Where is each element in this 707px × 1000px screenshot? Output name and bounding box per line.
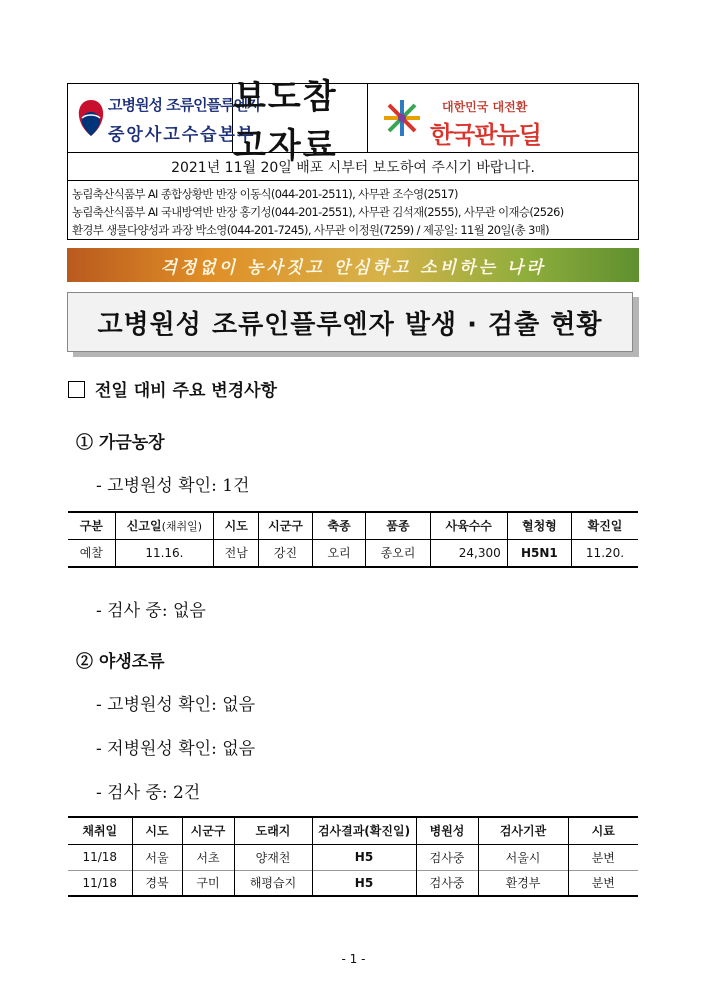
col-header: 확진일 xyxy=(572,512,638,539)
slogan-banner xyxy=(67,248,639,282)
col-header: 시료 xyxy=(568,817,638,844)
newdeal-tagline: 대한민국 대전환 xyxy=(442,100,528,114)
section-heading-text: 전일 대비 주요 변경사항 xyxy=(95,381,277,401)
col-header: 시군구 xyxy=(259,512,313,539)
cell-date: 11/18 xyxy=(82,850,118,864)
cell-province: 경북 xyxy=(132,870,182,896)
cell-breed: 종오리 xyxy=(366,539,430,567)
cell-report-date: 11.16. xyxy=(115,539,214,567)
col-header-note: (채취일) xyxy=(161,520,203,534)
table-row xyxy=(68,844,638,870)
cell-species: 오리 xyxy=(312,539,366,567)
col-header: 시도 xyxy=(214,512,259,539)
cell-pathogenicity: 검사중 xyxy=(416,844,478,870)
checkbox-square-icon xyxy=(68,381,85,398)
doc-type-label: 보도참고자료 xyxy=(233,84,368,152)
col-header-text: 신고일 xyxy=(126,519,162,534)
document-title: 고병원성 조류인플루엔자 발생 · 검출 현황 xyxy=(67,292,633,352)
col-header: 검사결과(확진일) xyxy=(312,817,416,844)
press-header xyxy=(67,77,639,240)
col-header: 축종 xyxy=(312,512,366,539)
cell-serotype: H5N1 xyxy=(507,539,571,567)
wild-high-path: - 고병원성 확인: 없음 xyxy=(96,695,256,715)
table-row xyxy=(68,870,638,896)
cell-sample: 분변 xyxy=(568,870,638,896)
release-notice: 2021년 11월 20일 배포 시부터 보도하여 주시기 바랍니다. xyxy=(68,153,638,181)
org-name-line1: 고병원성 조류인플루엔자 xyxy=(108,96,261,114)
newdeal-wordmark: 한국판뉴딜 xyxy=(430,121,541,149)
contact-line: 농림축산식품부 AI 국내방역반 반장 홍기성(044-201-2551), 사무관 김석재(2555), 사무관 이재승(2526) xyxy=(72,205,564,219)
table-header-row xyxy=(68,512,638,539)
col-header: 품종 xyxy=(366,512,430,539)
contact-list xyxy=(72,185,636,239)
col-header: 병원성 xyxy=(416,817,478,844)
ministry-logo-cell xyxy=(68,84,261,152)
col-header: 채취일 xyxy=(68,817,132,844)
header-top-row xyxy=(68,77,638,166)
col-header: 혈청형 xyxy=(507,512,571,539)
poultry-confirmed: - 고병원성 확인: 1건 xyxy=(96,476,250,496)
page-number: - 1 - xyxy=(341,952,366,966)
wild-table xyxy=(68,816,638,897)
wild-heading: ② 야생조류 xyxy=(76,652,165,672)
cell-result: H5 xyxy=(312,870,416,896)
cell-site: 해평습지 xyxy=(234,870,312,896)
cell-county: 강진 xyxy=(259,539,313,567)
col-header: 시군구 xyxy=(182,817,234,844)
col-header: 시도 xyxy=(132,817,182,844)
slogan-text: 걱정없이 농사짓고 안심하고 소비하는 나라 xyxy=(160,257,546,278)
wild-low-path: - 저병원성 확인: 없음 xyxy=(96,739,256,759)
cell-county: 구미 xyxy=(182,870,234,896)
poultry-heading: ① 가금농장 xyxy=(76,433,165,453)
cell-confirm-date: 11.20. xyxy=(572,539,638,567)
wild-testing: - 검사 중: 2건 xyxy=(96,783,201,803)
col-header: 사육수수 xyxy=(430,512,507,539)
poultry-table xyxy=(68,511,638,568)
contact-line: 환경부 생물다양성과 과장 박소영(044-201-7245), 사무관 이정원(7259) / 제공일: 11월 20일(총 3매) xyxy=(72,223,549,237)
col-header: 도래지 xyxy=(234,817,312,844)
cell-province: 서울 xyxy=(132,844,182,870)
government-emblem-icon xyxy=(76,98,106,138)
cell-pathogenicity: 검사중 xyxy=(416,870,478,896)
col-header: 구분 xyxy=(68,512,115,539)
cell-county: 서초 xyxy=(182,844,234,870)
cell-province: 전남 xyxy=(214,539,259,567)
cell-site: 양재천 xyxy=(234,844,312,870)
newdeal-logo-cell xyxy=(368,84,638,152)
cell-agency: 서울시 xyxy=(478,844,568,870)
cell-type: 예찰 xyxy=(79,546,103,561)
cell-result: H5 xyxy=(312,844,416,870)
col-header: 검사기관 xyxy=(478,817,568,844)
cell-count: 24,300 xyxy=(430,539,507,567)
contact-line: 농림축산식품부 AI 종합상황반 반장 이동식(044-201-2511), 사무관 조수영(2517) xyxy=(72,187,458,201)
section-heading xyxy=(68,376,277,401)
poultry-testing: - 검사 중: 없음 xyxy=(96,601,206,621)
cell-sample: 분변 xyxy=(568,844,638,870)
org-name-line2: 중앙사고수습본부 xyxy=(108,125,256,145)
cell-date: 11/18 xyxy=(68,870,132,896)
col-header xyxy=(115,512,214,539)
table-row xyxy=(68,539,638,567)
table-header-row xyxy=(68,817,638,844)
cell-agency: 환경부 xyxy=(478,870,568,896)
newdeal-star-icon xyxy=(380,96,424,140)
